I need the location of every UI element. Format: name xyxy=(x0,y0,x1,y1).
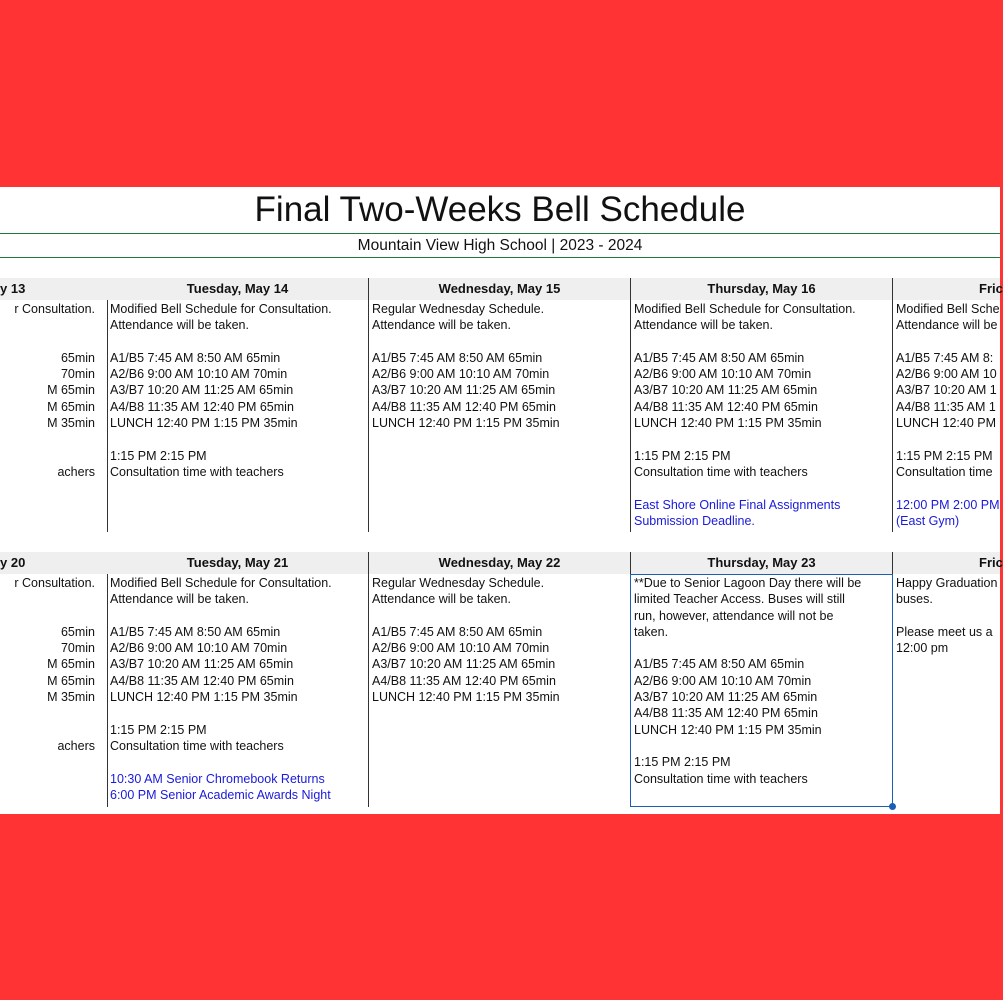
schedule-line xyxy=(896,608,996,624)
schedule-line xyxy=(634,738,888,754)
week-1-row xyxy=(0,278,1003,532)
schedule-line: A1/B5 7:45 AM 8:50 AM 65min xyxy=(110,350,281,365)
schedule-line: A2/B6 9:00 AM 10:10 AM 70min xyxy=(110,641,288,656)
schedule-line: A4/B8 11:35 AM 12:40 PM 65min xyxy=(634,399,818,414)
schedule-line: Please meet us a xyxy=(896,624,993,639)
event-line: Submission Deadline. xyxy=(634,513,755,528)
schedule-line: A2/B6 9:00 AM 10:10 AM 70min xyxy=(634,673,812,688)
schedule-line: LUNCH 12:40 PM 1:15 PM 35min xyxy=(110,416,298,431)
schedule-line xyxy=(372,608,626,624)
schedule-line: 1:15 PM 2:15 PM xyxy=(896,448,993,463)
schedule-line: M 65min xyxy=(47,657,95,672)
day-cell-wednesday-may-15[interactable] xyxy=(369,278,631,532)
schedule-line: LUNCH 12:40 PM 1:15 PM 35min xyxy=(372,416,560,431)
schedule-line xyxy=(14,431,95,447)
schedule-line: A2/B6 9:00 AM 10:10 AM 70min xyxy=(634,367,812,382)
schedule-line: limited Teacher Access. Buses will still xyxy=(634,592,845,607)
day-body xyxy=(631,574,892,787)
schedule-line: Consultation time with teachers xyxy=(110,738,284,753)
schedule-line: r Consultation. xyxy=(14,576,95,590)
schedule-line: LUNCH 12:40 PM 1:15 PM 35min xyxy=(110,690,298,705)
schedule-line: LUNCH 12:40 PM 1:15 PM 35min xyxy=(634,416,822,431)
page-subtitle: Mountain View High School | 2023 - 2024 xyxy=(357,237,643,254)
schedule-line: 65min xyxy=(60,350,95,365)
schedule-line: buses. xyxy=(896,592,933,607)
schedule-line xyxy=(634,480,888,496)
schedule-line: 12:00 pm xyxy=(896,641,949,656)
schedule-line: 1:15 PM 2:15 PM xyxy=(110,722,207,737)
day-body xyxy=(107,574,368,803)
schedule-line: achers xyxy=(57,464,95,479)
schedule-line: Consultation time with teachers xyxy=(110,464,284,479)
schedule-line: run, however, attendance will not be xyxy=(634,608,834,623)
day-body xyxy=(369,300,630,431)
schedule-line: A1/B5 7:45 AM 8: xyxy=(896,350,994,365)
day-header: Thursday, May 16 xyxy=(631,278,892,300)
schedule-line: A4/B8 11:35 AM 12:40 PM 65min xyxy=(110,399,294,414)
event-line: East Shore Online Final Assignments xyxy=(634,497,841,512)
schedule-line: Attendance will be taken. xyxy=(372,592,511,607)
event-line: 12:00 PM 2:00 PM xyxy=(896,497,1000,512)
schedule-line: A1/B5 7:45 AM 8:50 AM 65min xyxy=(110,624,281,639)
schedule-line: M 65min xyxy=(47,399,95,414)
schedule-line xyxy=(110,754,364,770)
schedule-line: Modified Bell Schedule for Consultation. xyxy=(110,576,332,590)
schedule-line: LUNCH 12:40 PM xyxy=(896,416,997,431)
title-rule-bottom xyxy=(0,257,1000,258)
schedule-line: A2/B6 9:00 AM 10:10 AM 70min xyxy=(372,367,550,382)
schedule-line: 70min xyxy=(60,367,95,382)
day-header: Tuesday, May 21 xyxy=(107,552,368,574)
event-line: 10:30 AM Senior Chromebook Returns xyxy=(110,771,325,786)
day-cell-monday-may-13[interactable] xyxy=(0,278,108,532)
schedule-line xyxy=(14,722,95,738)
title-rule-top xyxy=(0,233,1000,234)
day-header: Fric xyxy=(893,278,1000,300)
day-header: y 13 xyxy=(0,278,107,300)
selection-resize-handle[interactable] xyxy=(889,803,896,810)
schedule-line xyxy=(14,591,95,607)
schedule-line: Consultation time with teachers xyxy=(634,771,808,786)
day-body xyxy=(893,300,1000,529)
schedule-line: Attendance will be taken. xyxy=(110,318,249,333)
day-body xyxy=(893,574,1000,656)
week-2-row xyxy=(0,552,1003,807)
day-cell-thursday-may-23[interactable] xyxy=(631,552,893,807)
schedule-line: Consultation time with teachers xyxy=(634,464,808,479)
schedule-line xyxy=(896,431,996,447)
schedule-line: A3/B7 10:20 AM 11:25 AM 65min xyxy=(110,383,294,398)
event-line: (East Gym) xyxy=(896,513,960,528)
schedule-line: LUNCH 12:40 PM 1:15 PM 35min xyxy=(634,722,822,737)
day-cell-tuesday-may-14[interactable] xyxy=(107,278,369,532)
schedule-line: A3/B7 10:20 AM 11:25 AM 65min xyxy=(372,657,556,672)
schedule-line: M 35min xyxy=(47,416,95,431)
day-cell-tuesday-may-21[interactable] xyxy=(107,552,369,807)
page-title: Final Two-Weeks Bell Schedule xyxy=(254,190,746,229)
schedule-line: A2/B6 9:00 AM 10:10 AM 70min xyxy=(110,367,288,382)
day-body xyxy=(107,300,368,480)
schedule-line: M 35min xyxy=(47,690,95,705)
schedule-line: Attendance will be xyxy=(896,318,998,333)
event-line: 6:00 PM Senior Academic Awards Night xyxy=(110,787,331,802)
day-body xyxy=(631,300,892,529)
schedule-line xyxy=(372,334,626,350)
schedule-line: LUNCH 12:40 PM 1:15 PM 35min xyxy=(372,690,560,705)
schedule-line: Regular Wednesday Schedule. xyxy=(372,576,545,590)
schedule-line xyxy=(634,640,888,656)
schedule-line: Modified Bell Schedule for Consultation. xyxy=(634,302,856,316)
schedule-line xyxy=(110,705,364,721)
schedule-line: 1:15 PM 2:15 PM xyxy=(110,448,207,463)
day-header: Wednesday, May 15 xyxy=(369,278,630,300)
schedule-line: A4/B8 11:35 AM 12:40 PM 65min xyxy=(372,399,556,414)
schedule-line: A2/B6 9:00 AM 10:10 AM 70min xyxy=(372,641,550,656)
schedule-line: M 65min xyxy=(47,383,95,398)
schedule-line xyxy=(110,608,364,624)
schedule-line xyxy=(14,334,95,350)
schedule-line: Happy Graduation xyxy=(896,576,998,590)
schedule-line: 65min xyxy=(60,624,95,639)
schedule-line: A1/B5 7:45 AM 8:50 AM 65min xyxy=(372,624,543,639)
schedule-line: Consultation time xyxy=(896,464,993,479)
schedule-line: A2/B6 9:00 AM 10 xyxy=(896,367,997,382)
day-cell-friday-may-24[interactable] xyxy=(893,552,1003,807)
schedule-line xyxy=(110,334,364,350)
schedule-line: A4/B8 11:35 AM 12:40 PM 65min xyxy=(372,673,556,688)
schedule-line: A4/B8 11:35 AM 12:40 PM 65min xyxy=(110,673,294,688)
schedule-line xyxy=(896,480,996,496)
schedule-line: Modified Bell Schedule for Consultation. xyxy=(110,302,332,316)
day-header: Tuesday, May 14 xyxy=(107,278,368,300)
schedule-line xyxy=(634,334,888,350)
schedule-line xyxy=(14,705,95,721)
day-header: Fric xyxy=(893,552,1000,574)
day-body xyxy=(11,300,99,480)
schedule-line xyxy=(14,317,95,333)
schedule-line: achers xyxy=(57,738,95,753)
schedule-line: A4/B8 11:35 AM 12:40 PM 65min xyxy=(634,706,818,721)
day-header: y 20 xyxy=(0,552,107,574)
schedule-line: A1/B5 7:45 AM 8:50 AM 65min xyxy=(634,657,805,672)
schedule-line: A4/B8 11:35 AM 1 xyxy=(896,399,996,414)
schedule-line: r Consultation. xyxy=(14,302,95,316)
day-header: Wednesday, May 22 xyxy=(369,552,630,574)
schedule-line: A3/B7 10:20 AM 11:25 AM 65min xyxy=(634,690,818,705)
schedule-line: A1/B5 7:45 AM 8:50 AM 65min xyxy=(634,350,805,365)
day-cell-thursday-may-16[interactable] xyxy=(631,278,893,532)
schedule-line: A3/B7 10:20 AM 11:25 AM 65min xyxy=(634,383,818,398)
schedule-sheet xyxy=(0,187,1003,814)
day-body xyxy=(369,574,630,705)
schedule-line: Attendance will be taken. xyxy=(634,318,773,333)
schedule-line: 1:15 PM 2:15 PM xyxy=(634,448,731,463)
schedule-line: Attendance will be taken. xyxy=(110,592,249,607)
schedule-line xyxy=(634,431,888,447)
schedule-line: Attendance will be taken. xyxy=(372,318,511,333)
day-header: Thursday, May 23 xyxy=(631,552,892,574)
schedule-line xyxy=(896,334,996,350)
day-cell-friday-may-17[interactable] xyxy=(893,278,1003,532)
schedule-line xyxy=(14,608,95,624)
schedule-line: A3/B7 10:20 AM 11:25 AM 65min xyxy=(372,383,556,398)
schedule-line: 70min xyxy=(60,641,95,656)
schedule-line xyxy=(14,448,95,464)
schedule-line: **Due to Senior Lagoon Day there will be xyxy=(634,576,862,590)
day-cell-monday-may-20[interactable] xyxy=(0,552,108,807)
schedule-line: A3/B7 10:20 AM 1 xyxy=(896,383,997,398)
schedule-line: Regular Wednesday Schedule. xyxy=(372,302,545,316)
schedule-line: A3/B7 10:20 AM 11:25 AM 65min xyxy=(110,657,294,672)
schedule-line: Modified Bell Sche xyxy=(896,302,1000,316)
day-cell-wednesday-may-22[interactable] xyxy=(369,552,631,807)
schedule-line: A1/B5 7:45 AM 8:50 AM 65min xyxy=(372,350,543,365)
schedule-line xyxy=(110,431,364,447)
day-body xyxy=(11,574,99,754)
schedule-line: M 65min xyxy=(47,673,95,688)
schedule-line: 1:15 PM 2:15 PM xyxy=(634,755,731,770)
schedule-line: taken. xyxy=(634,624,669,639)
